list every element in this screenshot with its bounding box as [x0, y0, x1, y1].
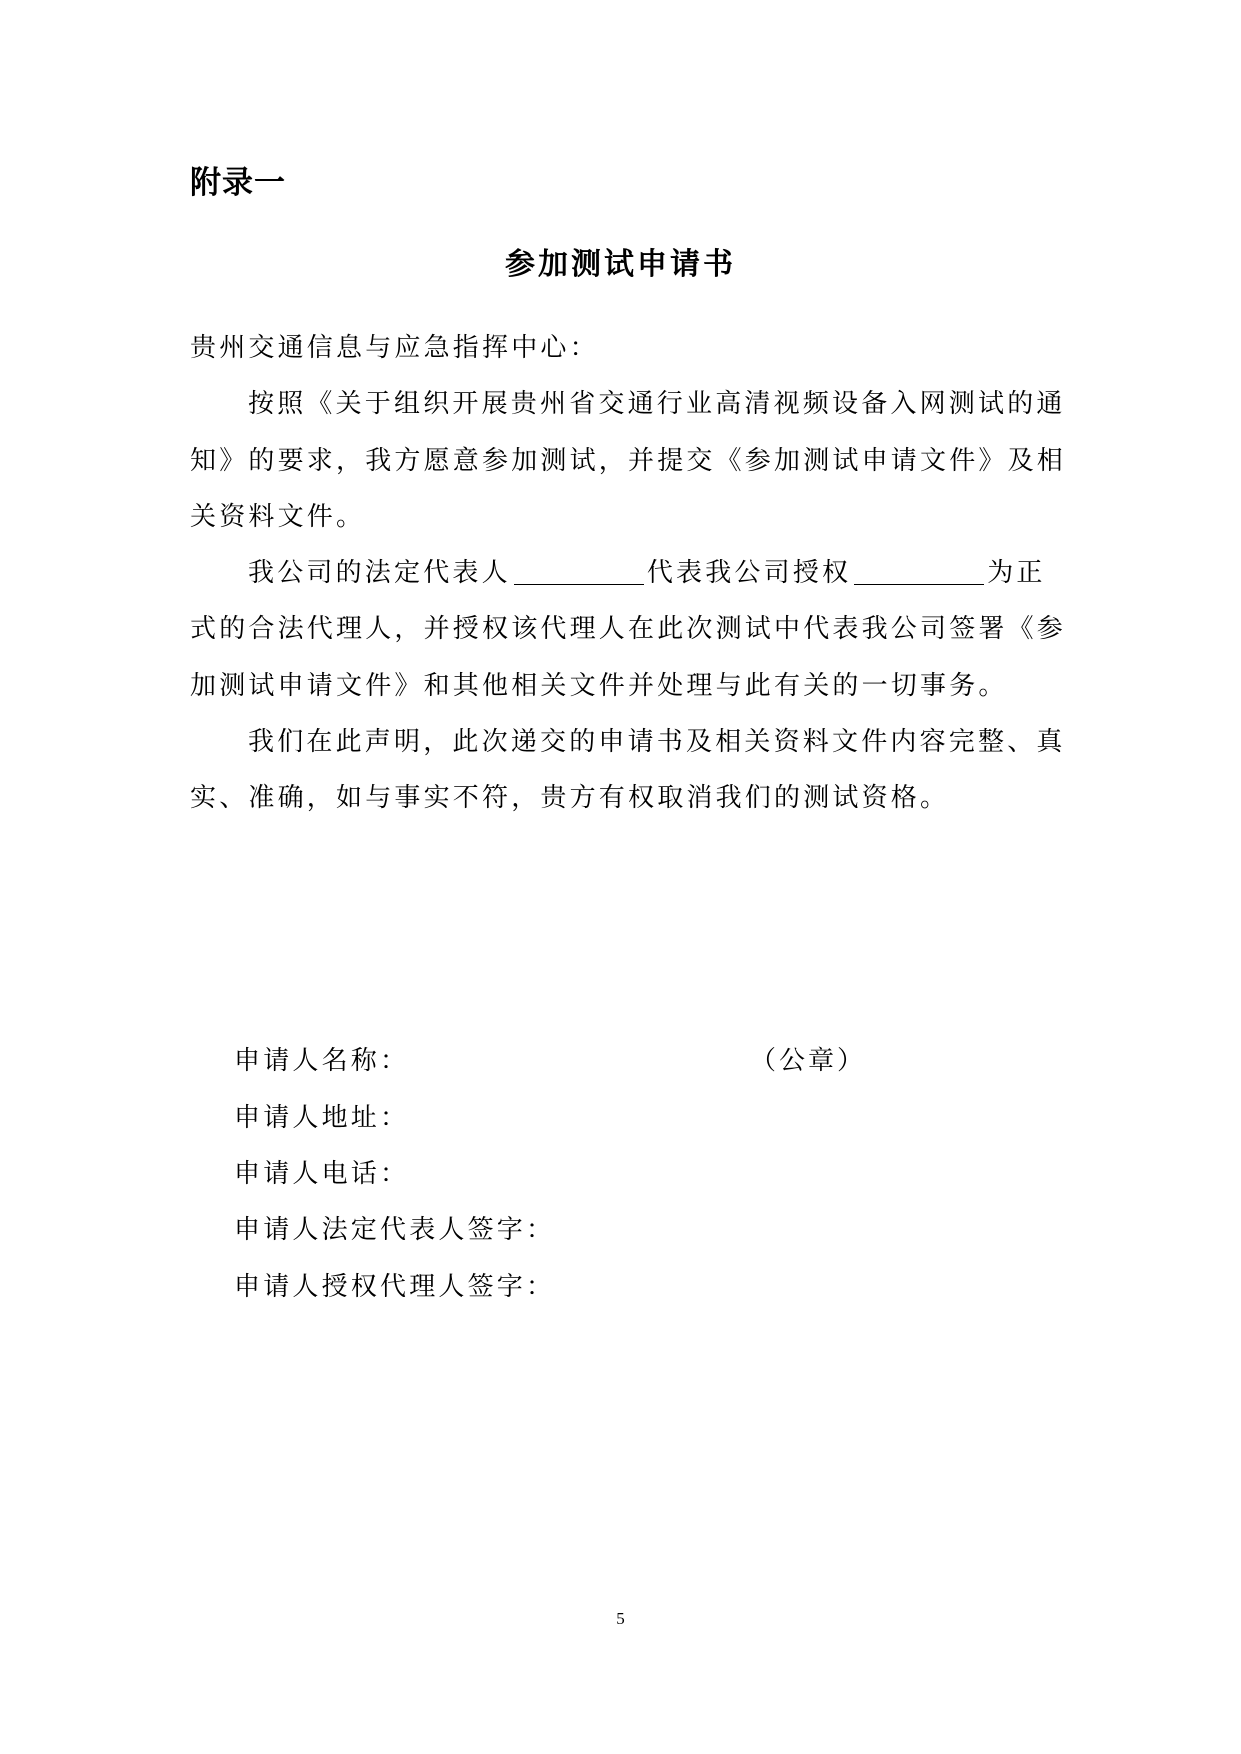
authorize-middle-text: 代表我公司授权 — [646, 558, 852, 588]
paragraph2-line1 — [248, 553, 1046, 593]
paragraph1-line2: 知》的要求，我方愿意参加测试，并提交《参加测试申请文件》及相 — [190, 446, 1067, 476]
addressee-line: 贵州交通信息与应急指挥中心： — [190, 333, 599, 363]
paragraph2-line3: 加测试申请文件》和其他相关文件并处理与此有关的一切事务。 — [190, 671, 1008, 701]
appendix-heading: 附录一 — [190, 165, 286, 201]
paragraph3-line1: 我们在此声明，此次递交的申请书及相关资料文件内容完整、真 — [248, 727, 1066, 757]
seal-note: （公章） — [750, 1046, 867, 1076]
authorize-suffix-text: 为正 — [987, 558, 1046, 588]
legal-rep-blank — [514, 558, 644, 585]
document-title: 参加测试申请书 — [505, 247, 736, 282]
legal-rep-prefix-text: 我公司的法定代表人 — [248, 558, 511, 588]
applicant-address-label: 申请人地址： — [234, 1103, 410, 1133]
paragraph1-line1: 按照《关于组织开展贵州省交通行业高清视频设备入网测试的通 — [248, 389, 1066, 419]
authorized-agent-signature-label: 申请人授权代理人签字： — [234, 1272, 556, 1302]
page-number: 5 — [616, 1609, 625, 1628]
paragraph2-line2: 式的合法代理人，并授权该代理人在此次测试中代表我公司签署《参 — [190, 614, 1067, 644]
applicant-name-label: 申请人名称： — [234, 1046, 410, 1076]
agent-blank — [854, 558, 984, 585]
legal-rep-signature-label: 申请人法定代表人签字： — [234, 1215, 556, 1245]
paragraph1-line3: 关资料文件。 — [190, 502, 366, 532]
applicant-phone-label: 申请人电话： — [234, 1159, 410, 1189]
paragraph3-line2: 实、准确，如与事实不符，贵方有权取消我们的测试资格。 — [190, 783, 950, 813]
